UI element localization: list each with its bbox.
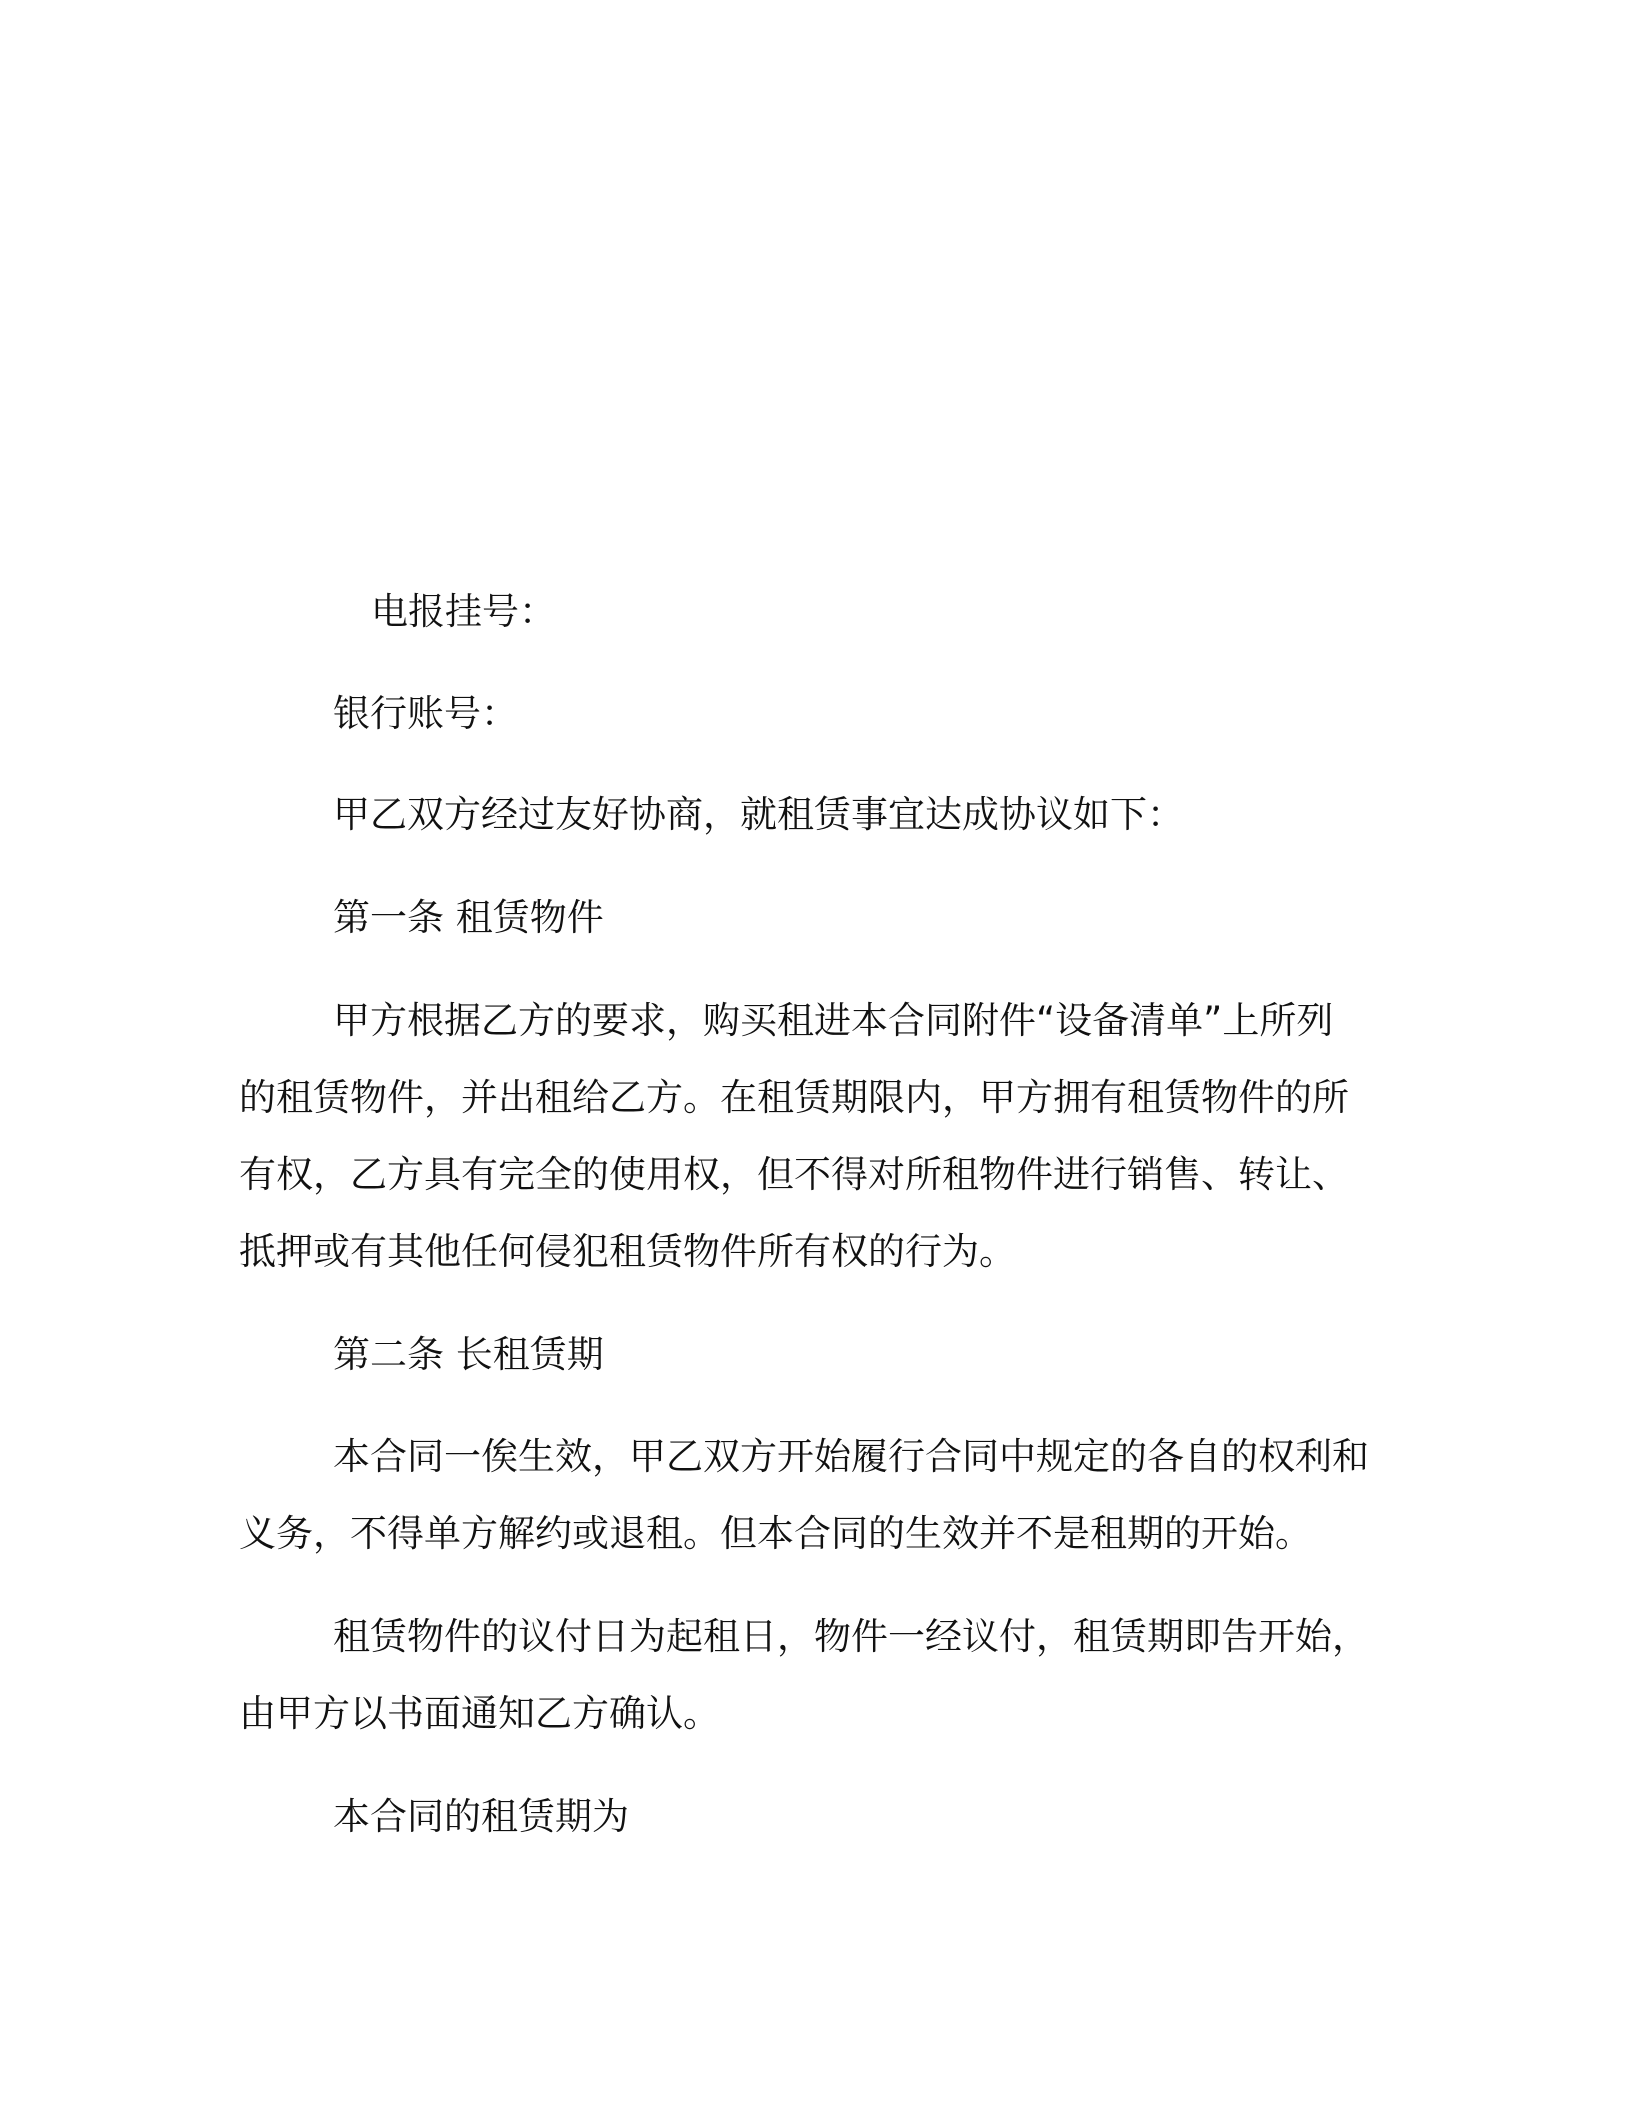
article1-line-2: 的租赁物件，并出租给乙方。在租赁期限内，甲方拥有租赁物件的所: [239, 1076, 1349, 1119]
article2-para2-line-2: 由甲方以书面通知乙方确认。: [239, 1692, 720, 1735]
article2-para1-line-2: 义务，不得单方解约或退租。但本合同的生效并不是租期的开始。: [239, 1512, 1312, 1555]
telegraph-label: 电报挂号：: [371, 590, 556, 633]
article2-heading: 第二条 长租赁期: [333, 1333, 604, 1376]
intro-paragraph: 甲乙双方经过友好协商，就租赁事宜达成协议如下：: [333, 793, 1184, 836]
article1-line-3: 有权，乙方具有完全的使用权，但不得对所租物件进行销售、转让、: [239, 1153, 1349, 1196]
article2-para2-line-1: 租赁物件的议付日为起租日，物件一经议付，租赁期即告开始，: [333, 1615, 1369, 1658]
article2-para3: 本合同的租赁期为: [333, 1795, 629, 1838]
article1-line-1: 甲方根据乙方的要求，购买租进本合同附件“设备清单”上所列: [333, 999, 1334, 1042]
bank-account-label: 银行账号：: [333, 692, 518, 735]
article1-line-4: 抵押或有其他任何侵犯租赁物件所有权的行为。: [239, 1230, 1016, 1273]
article2-para1-line-1: 本合同一俟生效，甲乙双方开始履行合同中规定的各自的权利和: [333, 1435, 1369, 1478]
article1-heading: 第一条 租赁物件: [333, 896, 604, 939]
